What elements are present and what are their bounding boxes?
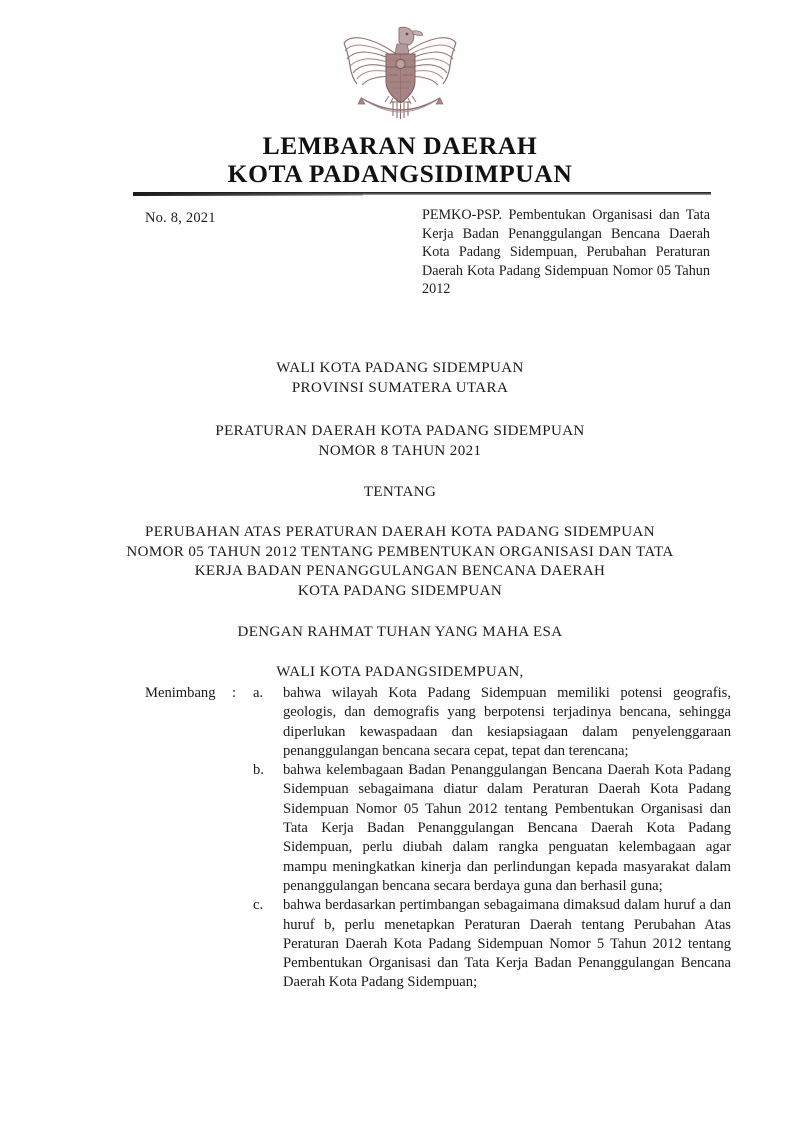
spacer xyxy=(0,642,800,662)
pancasila-shield xyxy=(386,54,415,103)
masthead-divider-rule xyxy=(133,192,711,195)
considering-colon: : xyxy=(232,685,237,701)
gazette-description: PEMKO-PSP. Pembentukan Organisasi dan Tata Kerja Badan Penanggulangan Bencana Daerah Kota Padang Sidempuan, Perubahan Peraturan Daerah Kota Padang Sidempuan Nomor 05 Tahun 2012 xyxy=(422,207,710,298)
considering-list xyxy=(253,684,731,993)
list-item-text: bahwa kelembagaan Badan Penanggulangan Bencana Daerah Kota Padang Sidempuan sebagaimana diatur dalam Peraturan Daerah Kota Padang Sidempuan Nomor 05 Tahun 2012 tentang Pembentukan Organisasi dan Tata Kerja Badan Penanggulangan Bencana Daerah Kota Padang Sidempuan, perlu diubah dalam rangka penguatan kelembagaan agar mampu meningkatkan kinerja dan perlindungan kepada masyarakat dalam penanggulangan bencana secara berdaya guna dan berhasil guna; xyxy=(283,762,731,894)
gazette-number: No. 8, 2021 xyxy=(145,210,216,226)
signatory-line: WALI KOTA PADANGSIDEMPUAN, xyxy=(276,664,524,680)
blessing-line: DENGAN RAHMAT TUHAN YANG MAHA ESA xyxy=(237,624,563,640)
authority-line-1: WALI KOTA PADANG SIDEMPUAN xyxy=(276,360,524,376)
subject-line-1: PERUBAHAN ATAS PERATURAN DAERAH KOTA PADANG SIDEMPUAN xyxy=(145,524,655,540)
regulation-line-2: NOMOR 8 TAHUN 2021 xyxy=(318,443,482,459)
subject-line-2: NOMOR 05 TAHUN 2012 TENTANG PEMBENTUKAN ORGANISASI DAN TATA xyxy=(126,543,674,560)
subject-title xyxy=(0,523,800,601)
spacer xyxy=(0,502,800,523)
subject-line-3: KERJA BADAN PENANGGULANGAN BENCANA DAERAH xyxy=(194,563,606,579)
list-item xyxy=(253,684,731,761)
list-item xyxy=(253,896,731,992)
list-item-marker: c. xyxy=(253,897,264,914)
list-item-marker: b. xyxy=(253,762,264,779)
garuda-pancasila-emblem xyxy=(341,20,459,124)
authority-line-2: PROVINSI SUMATERA UTARA xyxy=(291,380,509,396)
list-item xyxy=(253,761,731,896)
list-item-text: bahwa berdasarkan pertimbangan sebagaimana dimaksud dalam huruf a dan huruf b, perlu menetapkan Peraturan Daerah tentang Perubahan Atas Peraturan Daerah Kota Padang Sidempuan Nomor 5 Tahun 2012 tentang Pembentukan Organisasi dan Tata Kerja Badan Penanggulangan Bencana Daerah Kota Padang Sidempuan; xyxy=(283,897,731,991)
subject-line-4: KOTA PADANG SIDEMPUAN xyxy=(297,582,503,599)
regulation-line-1: PERATURAN DAERAH KOTA PADANG SIDEMPUAN xyxy=(215,423,585,439)
about-label: TENTANG xyxy=(363,484,437,500)
spacer xyxy=(0,398,800,421)
emblem-container xyxy=(0,18,800,126)
considering-label: Menimbang xyxy=(145,685,216,701)
list-item-marker: a. xyxy=(253,685,264,701)
spacer xyxy=(0,461,800,482)
masthead-line-2: KOTA PADANGSIDIMPUAN xyxy=(227,159,573,188)
spacer xyxy=(0,601,800,622)
masthead-line-1: LEMBARAN DAERAH xyxy=(262,131,538,160)
masthead xyxy=(0,132,800,188)
title-block xyxy=(0,358,800,682)
list-item-text: bahwa wilayah Kota Padang Sidempuan memiliki potensi geografis, geologis, dan demografis yang berpotensi terjadinya bencana, sehingga diperlukan kewaspadaan dan kesiapsiagaan dalam penyelenggaraan penanggulangan bencana secara cepat, tepat dan terencana; xyxy=(283,685,731,759)
